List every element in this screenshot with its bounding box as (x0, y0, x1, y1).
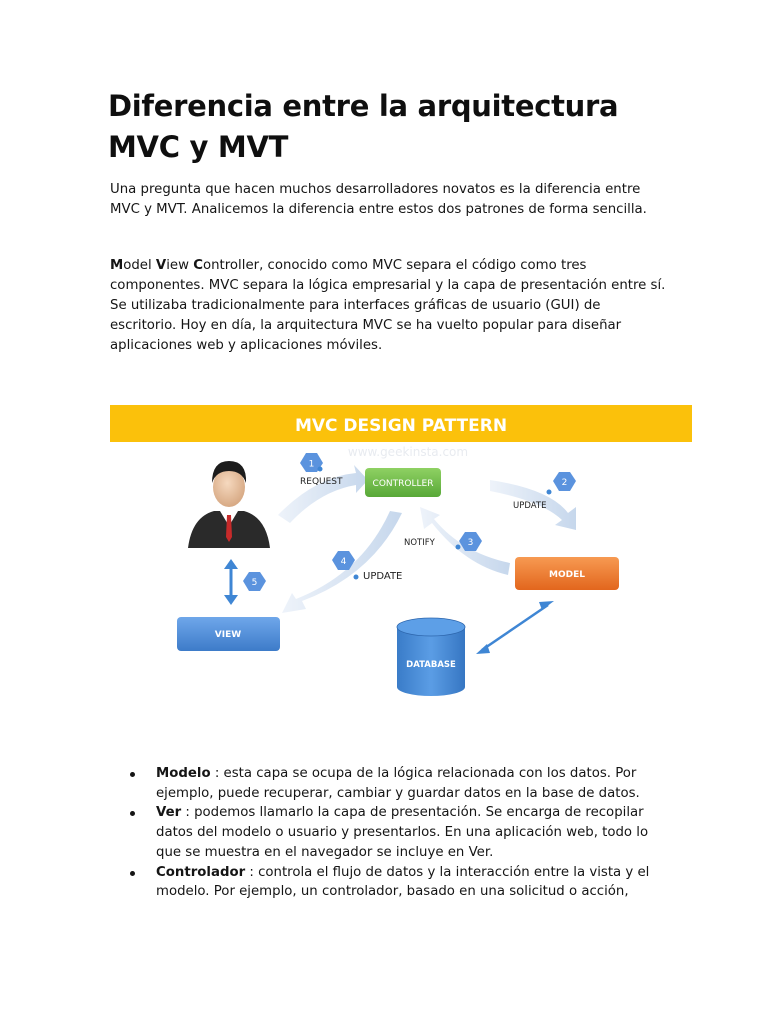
view-user-arrow-head-up (224, 559, 238, 569)
bullet-term: Ver (156, 805, 182, 821)
bullet-term: Modelo (156, 766, 211, 781)
bullet-dot (130, 871, 135, 876)
request-arrow (278, 465, 368, 523)
step-1-label: REQUEST (300, 477, 343, 487)
diagram-banner-title: MVC DESIGN PATTERN (294, 416, 508, 436)
model-database-arrow (482, 605, 548, 650)
layer-list (124, 764, 664, 902)
update-dot (547, 490, 552, 495)
user-icon (188, 461, 270, 548)
bullet-text: : esta capa se ocupa de la lógica relacionada con los datos. Por ejemplo, puede recuperar, cambiar y guardar datos en la base de datos. (156, 766, 640, 801)
mvc-paragraph (110, 256, 670, 356)
bullet-dot (130, 772, 135, 777)
step-1-number: 1 (308, 459, 315, 470)
controller-initial: C (193, 258, 203, 273)
page-title: Diferencia entre la arquitectura MVC y MVT (108, 89, 619, 164)
view-label: VIEW (214, 630, 242, 640)
notify-dot (456, 545, 461, 550)
database-label: DATABASE (406, 660, 456, 670)
mvc-diagram (110, 405, 692, 710)
update-left-dot (354, 575, 359, 580)
list-item-controlador (124, 863, 664, 902)
controller-label: CONTROLLER (372, 479, 434, 489)
model-initial: M (110, 258, 124, 273)
model-label: MODEL (549, 570, 585, 580)
mvc-paragraph-body: ontroller, conocido como MVC separa el código como tres componentes. MVC separa la lógica empresarial y la capa de presentación entre sí. Se utilizaba tradicionalmente para interfaces gráficas de usuario (GUI) de escritorio. Hoy en día, la arquitectura MVC se ha vuelto popular para diseñar aplicaciones web y aplicaciones móviles. (110, 258, 666, 353)
model-word-rest: odel (123, 258, 156, 273)
bullet-text: : podemos llamarlo la capa de presentación. Se encarga de recopilar datos del modelo o usuario y presentarlos. En una aplicación web, todo lo que se muestra en el navegador se incluye en Ver. (156, 805, 649, 860)
list-item-ver (124, 803, 664, 862)
intro-paragraph: Una pregunta que hacen muchos desarrolladores novatos es la diferencia entre MVC y MVT. Analicemos la diferencia entre estos dos patrones de forma sencilla. (110, 182, 647, 217)
step-5-number: 5 (251, 578, 258, 588)
bullet-term: Controlador (156, 864, 246, 880)
step-2-number: 2 (561, 478, 568, 488)
step-3-number: 3 (467, 538, 474, 548)
step-5-badge (243, 572, 266, 591)
view-word-rest: iew (166, 258, 194, 273)
step-2-label: UPDATE (513, 501, 547, 511)
step-2-badge (553, 472, 576, 491)
list-item-modelo (124, 764, 664, 803)
database-icon (397, 618, 465, 696)
step-4-label: UPDATE (363, 571, 403, 582)
view-user-arrow-head-down (224, 595, 238, 605)
bullet-dot (130, 811, 135, 816)
view-initial: V (155, 258, 167, 273)
step-4-number: 4 (340, 557, 347, 567)
diagram-watermark: www.geekinsta.com (347, 445, 469, 459)
bullet-text: : controla el flujo de datos y la interacción entre la vista y el modelo. Por ejemplo, un controlador, basado en una solicitud o acción, (156, 864, 650, 900)
request-dot (318, 467, 323, 472)
step-3-label: NOTIFY (404, 538, 435, 548)
